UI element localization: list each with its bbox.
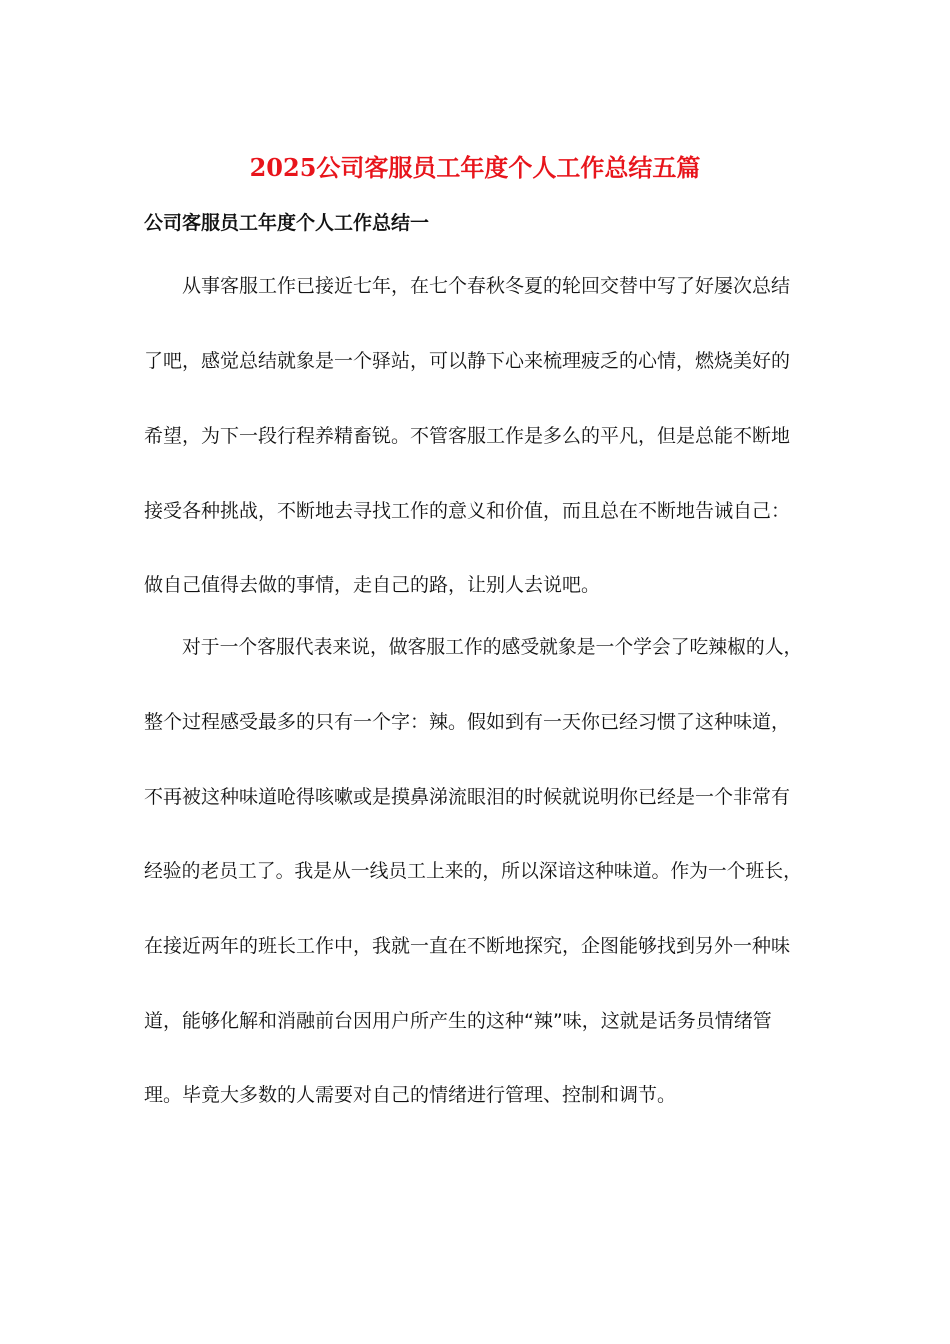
- paragraph-line: 道，能够化解和消融前台因用户所产生的这种“辣”味，这就是话务员情绪管: [144, 1010, 772, 1032]
- paragraph-line: 在接近两年的班长工作中，我就一直在不断地探究，企图能够找到另外一种味: [144, 935, 791, 957]
- paragraph-line: 做自己值得去做的事情，走自己的路，让别人去说吧。: [144, 574, 601, 596]
- paragraph-line: 从事客服工作已接近七年，在七个春秋冬夏的轮回交替中写了好屡次总结: [182, 275, 791, 297]
- paragraph-line: 不再被这种味道呛得咳嗽或是摸鼻涕流眼泪的时候就说明你已经是一个非常有: [144, 786, 791, 808]
- paragraph-line: 经验的老员工了。我是从一线员工上来的，所以深谙这种味道。作为一个班长，: [144, 861, 802, 882]
- section-heading: 公司客服员工年度个人工作总结一: [144, 212, 430, 234]
- paragraph-line: 接受各种挑战，不断地去寻找工作的意义和价值，而且总在不断地告诫自己：: [144, 500, 791, 522]
- paragraph-line: 希望，为下一段行程养精畜锐。不管客服工作是多么的平凡，但是总能不断地: [144, 425, 791, 447]
- paragraph-line: 对于一个客服代表来说，做客服工作的感受就象是一个学会了吃辣椒的人，: [182, 637, 803, 658]
- paragraph-line: 整个过程感受最多的只有一个字：辣。假如到有一天你已经习惯了这种味道，: [144, 711, 791, 733]
- paragraph-line: 了吧，感觉总结就象是一个驿站，可以静下心来梳理疲乏的心情，燃烧美好的: [144, 350, 791, 372]
- paragraph-line: 理。毕竟大多数的人需要对自己的情绪进行管理、控制和调节。: [144, 1084, 677, 1106]
- document-title: 2025公司客服员工年度个人工作总结五篇: [249, 153, 701, 182]
